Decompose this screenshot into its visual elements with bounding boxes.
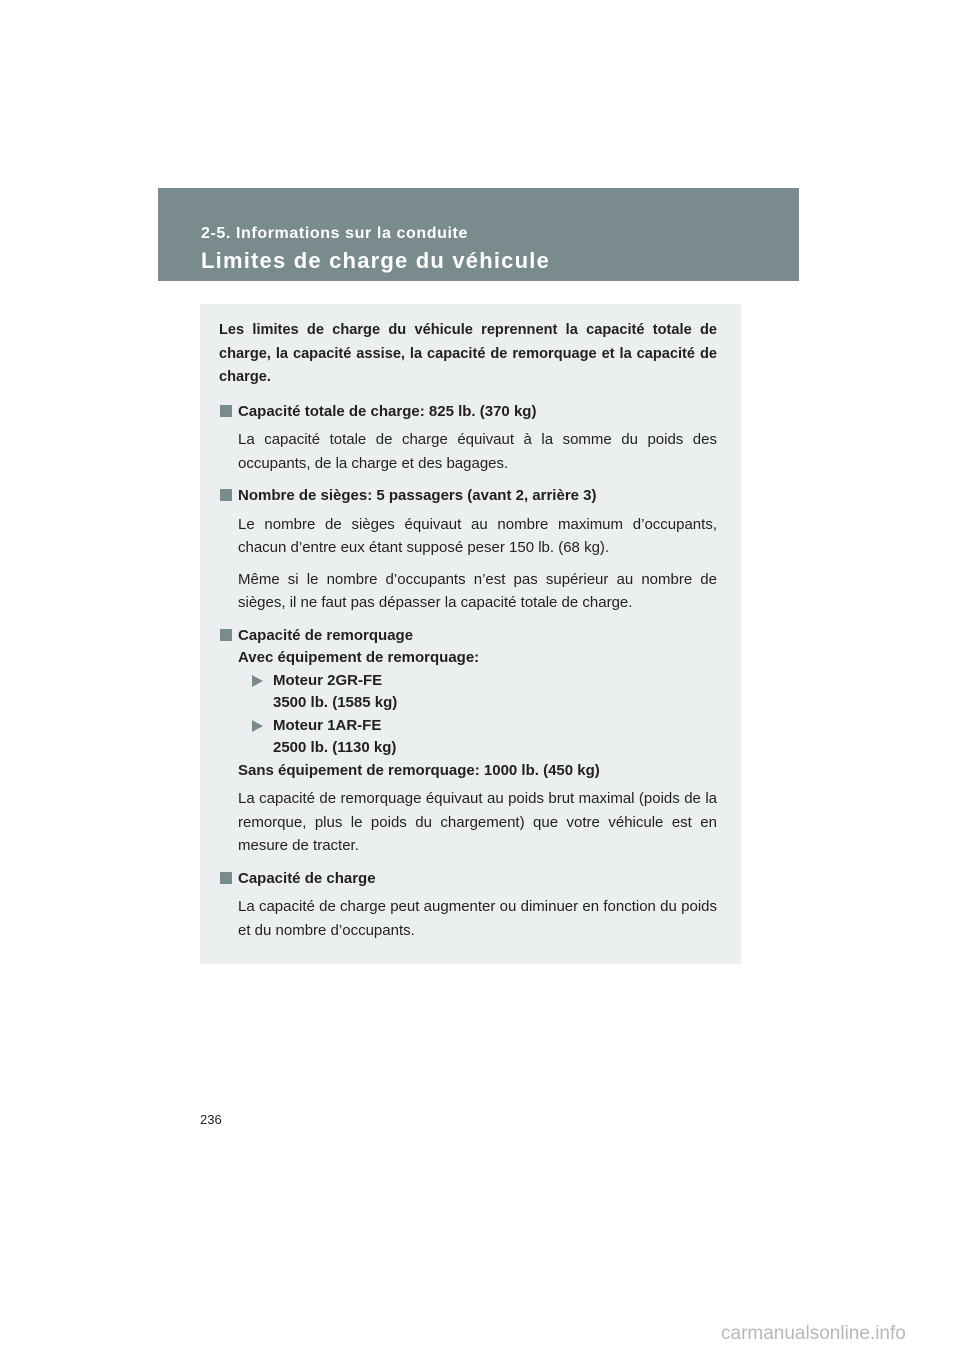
section-label: 2-5. Informations sur la conduite [201, 225, 468, 242]
section-header [158, 188, 799, 281]
page-number: 236 [200, 1112, 222, 1127]
intro-paragraph: Les limites de charge du véhicule reprennent la capacité totale de charge, la capacité assise, la capacité de remorquage et la capacité de charge. [219, 322, 717, 385]
section-title: Nombre de sièges: 5 passagers (avant 2, arrière 3) [238, 487, 597, 504]
watermark: carmanualsonline.info [721, 1323, 906, 1344]
engine-name: Moteur 1AR-FE [273, 716, 382, 734]
section-payload [219, 868, 717, 943]
square-bullet-icon [220, 489, 232, 501]
engine-value: 2500 lb. (1130 kg) [273, 739, 397, 756]
section-seating [219, 485, 717, 615]
with-equipment-label: Avec équipement de remorquage: [238, 649, 480, 666]
section-paragraph: La capacité de charge peut augmenter ou diminuer en fonction du poids et du nombre d’occupants. [238, 898, 717, 939]
section-paragraph: La capacité totale de charge équivaut à la somme du poids des occupants, de la charge et des bagages. [238, 431, 717, 472]
content-box [200, 304, 741, 964]
engine-name: Moteur 2GR-FE [273, 671, 383, 689]
section-paragraph: Même si le nombre d’occupants n’est pas supérieur au nombre de sièges, il ne faut pas dépasser la capacité totale de charge. [238, 570, 717, 611]
section-title: Capacité de charge [238, 869, 376, 887]
square-bullet-icon [220, 872, 232, 884]
section-towing [219, 625, 717, 858]
page-title: Limites de charge du véhicule [201, 248, 551, 273]
engine-item [238, 670, 717, 715]
triangle-arrow-icon [252, 720, 263, 732]
section-title: Capacité totale de charge: 825 lb. (370 kg) [238, 402, 537, 420]
engine-item [238, 715, 717, 760]
square-bullet-icon [220, 405, 232, 417]
section-total-load [219, 401, 717, 476]
square-bullet-icon [220, 629, 232, 641]
without-equipment-label: Sans équipement de remorquage: 1000 lb. (450 kg) [238, 761, 600, 779]
triangle-arrow-icon [252, 675, 263, 687]
section-paragraph: Le nombre de sièges équivaut au nombre maximum d’occupants, chacun d’entre eux étant supposé peser 150 lb. (68 kg). [238, 515, 717, 556]
section-paragraph: La capacité de remorquage équivaut au poids brut maximal (poids de la remorque, plus le poids du chargement) que votre véhicule est en mesure de tracter. [238, 790, 717, 854]
section-title: Capacité de remorquage [238, 626, 414, 644]
engine-value: 3500 lb. (1585 kg) [273, 694, 398, 711]
